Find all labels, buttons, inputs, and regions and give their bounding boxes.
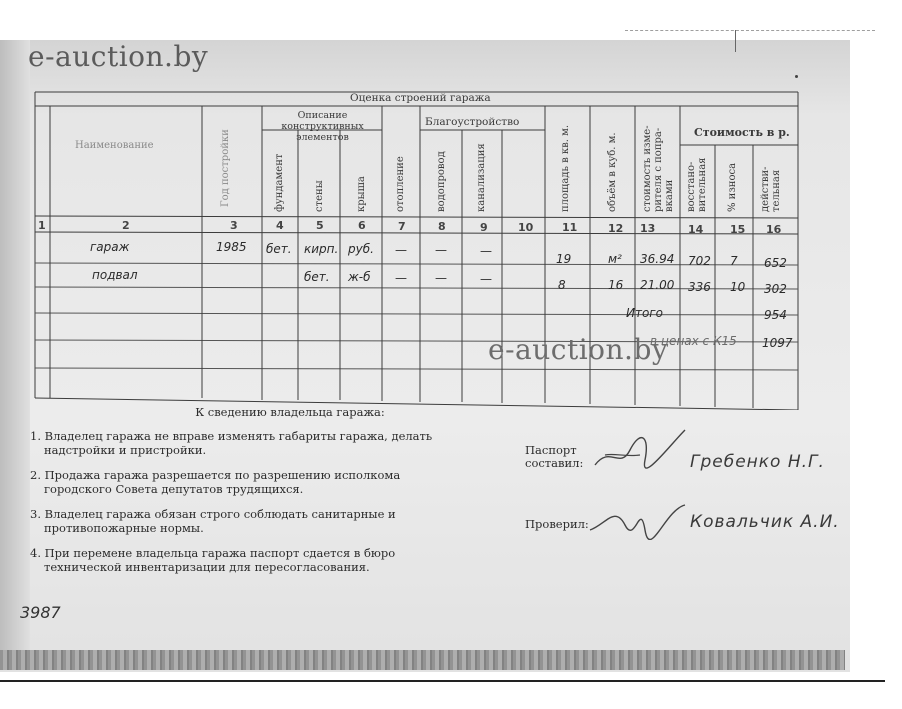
cell-vosst: 702 — [688, 254, 711, 268]
col-num: 5 — [316, 219, 324, 232]
cell-obem: 16 — [608, 278, 624, 292]
col-head-deistv: действи-тельная — [760, 166, 782, 212]
scan-bottom-line — [0, 680, 885, 682]
cell-iznos: 10 — [730, 280, 746, 294]
cell-kanal: — — [480, 272, 492, 286]
itogo-value: 954 — [764, 308, 787, 322]
col-head-obem: объём в куб. м. — [607, 132, 618, 212]
col-num: 7 — [398, 220, 406, 233]
cell-vosst: 336 — [688, 280, 711, 294]
itogo-label: Итого — [626, 306, 663, 320]
watermark: e-auction.by — [28, 40, 209, 73]
col-head-plosh: площадь в кв. м. — [560, 124, 571, 212]
cell-vodo: — — [435, 243, 447, 257]
k-value: 1097 — [762, 336, 793, 350]
cell-fund: бет. — [266, 242, 292, 256]
cell-otopl: — — [395, 271, 407, 285]
col-num: 12 — [608, 222, 624, 235]
col-head-vodo: водопровод — [436, 151, 447, 212]
cell-plosh: 8 — [558, 278, 566, 292]
table-title: Оценка строений гаража — [350, 92, 491, 104]
scan-bottom-band — [0, 650, 845, 670]
top-edge-marks — [625, 30, 875, 43]
sostavil-name: Гребенко Н.Г. — [690, 452, 825, 472]
proveril-name: Ковальчик А.И. — [690, 512, 840, 532]
cell-name: подвал — [92, 268, 138, 282]
cell-deistv: 302 — [764, 282, 787, 296]
cell-otopl: — — [395, 243, 407, 257]
signature-scribble — [585, 495, 690, 540]
col-head-vosst: восстано-вительная — [686, 157, 708, 212]
col-num: 2 — [122, 219, 130, 232]
note-item: 4. При перемене владельца гаража паспорт сдается в бюро технической инвентаризации для пересогласования. — [30, 546, 396, 574]
cell-iznos: 7 — [730, 254, 738, 268]
col-head-naim: Наименование — [75, 140, 154, 151]
scan-edge — [0, 40, 30, 650]
cell-izm: 21.00 — [640, 278, 675, 292]
signature-scribble — [590, 425, 695, 475]
col-num: 10 — [518, 221, 534, 234]
col-num: 14 — [688, 223, 704, 236]
note-item: 1. Владелец гаража не вправе изменять габариты гаража, делать надстройки и пристройки. — [30, 429, 433, 457]
top-edge-mark — [735, 30, 736, 52]
note-item: 2. Продажа гаража разрешается по разрешению исполкома городского Совета депутатов трудящихся. — [30, 468, 401, 496]
table-grid — [30, 80, 800, 410]
col-num: 1 — [38, 219, 46, 232]
k-label: в ценах с К15 — [650, 334, 737, 348]
sostavil-label: Паспорт составил: — [525, 443, 584, 470]
col-num: 4 — [276, 219, 284, 232]
cell-krysha: ж-б — [348, 270, 371, 284]
col-num: 3 — [230, 219, 238, 232]
col-head-year: Год постройки — [220, 129, 231, 207]
col-head-kanal: канализация — [476, 143, 487, 212]
col-head-otopl: отопление — [395, 156, 406, 212]
owner-notes — [30, 405, 470, 585]
col-head-stoim: Стоимость в р. — [694, 126, 790, 139]
col-num: 16 — [766, 223, 782, 236]
cell-name: гараж — [90, 240, 130, 254]
col-head-steny: стены — [314, 180, 325, 212]
handwritten-number: 3987 — [20, 603, 61, 622]
col-head-stoim-izm: стоимость изме-рителя с попра-вками — [642, 125, 675, 212]
col-head-krysha: крыша — [356, 176, 367, 212]
cell-izm: 36.94 — [640, 252, 675, 266]
col-num: 9 — [480, 221, 488, 234]
col-num: 6 — [358, 219, 366, 232]
watermark: e-auction.by — [488, 333, 669, 366]
cell-obem: м² — [608, 252, 622, 266]
valuation-table — [30, 80, 800, 410]
cell-year: 1985 — [216, 240, 247, 254]
cell-steny: бет. — [304, 270, 330, 284]
col-head-konstr: Описание конструктивных элементов — [281, 110, 364, 143]
notes-heading: К сведению владельца гаража: — [195, 405, 385, 419]
col-head-iznos: % износа — [727, 162, 738, 212]
cell-steny: кирп. — [304, 242, 339, 256]
scan-speck — [795, 75, 798, 78]
col-head-blago: Благоустройство — [425, 116, 520, 128]
col-num: 11 — [562, 221, 578, 234]
col-num: 15 — [730, 223, 746, 236]
col-num: 13 — [640, 222, 656, 235]
note-item: 3. Владелец гаража обязан строго соблюдать санитарные и противопожарные нормы. — [30, 507, 396, 535]
col-head-fund: фундамент — [274, 153, 285, 212]
proveril-label: Проверил: — [525, 517, 589, 531]
cell-deistv: 652 — [764, 256, 787, 270]
cell-plosh: 19 — [556, 252, 572, 266]
col-num: 8 — [438, 220, 446, 233]
cell-kanal: — — [480, 244, 492, 258]
cell-krysha: руб. — [348, 242, 374, 256]
cell-vodo: — — [435, 271, 447, 285]
